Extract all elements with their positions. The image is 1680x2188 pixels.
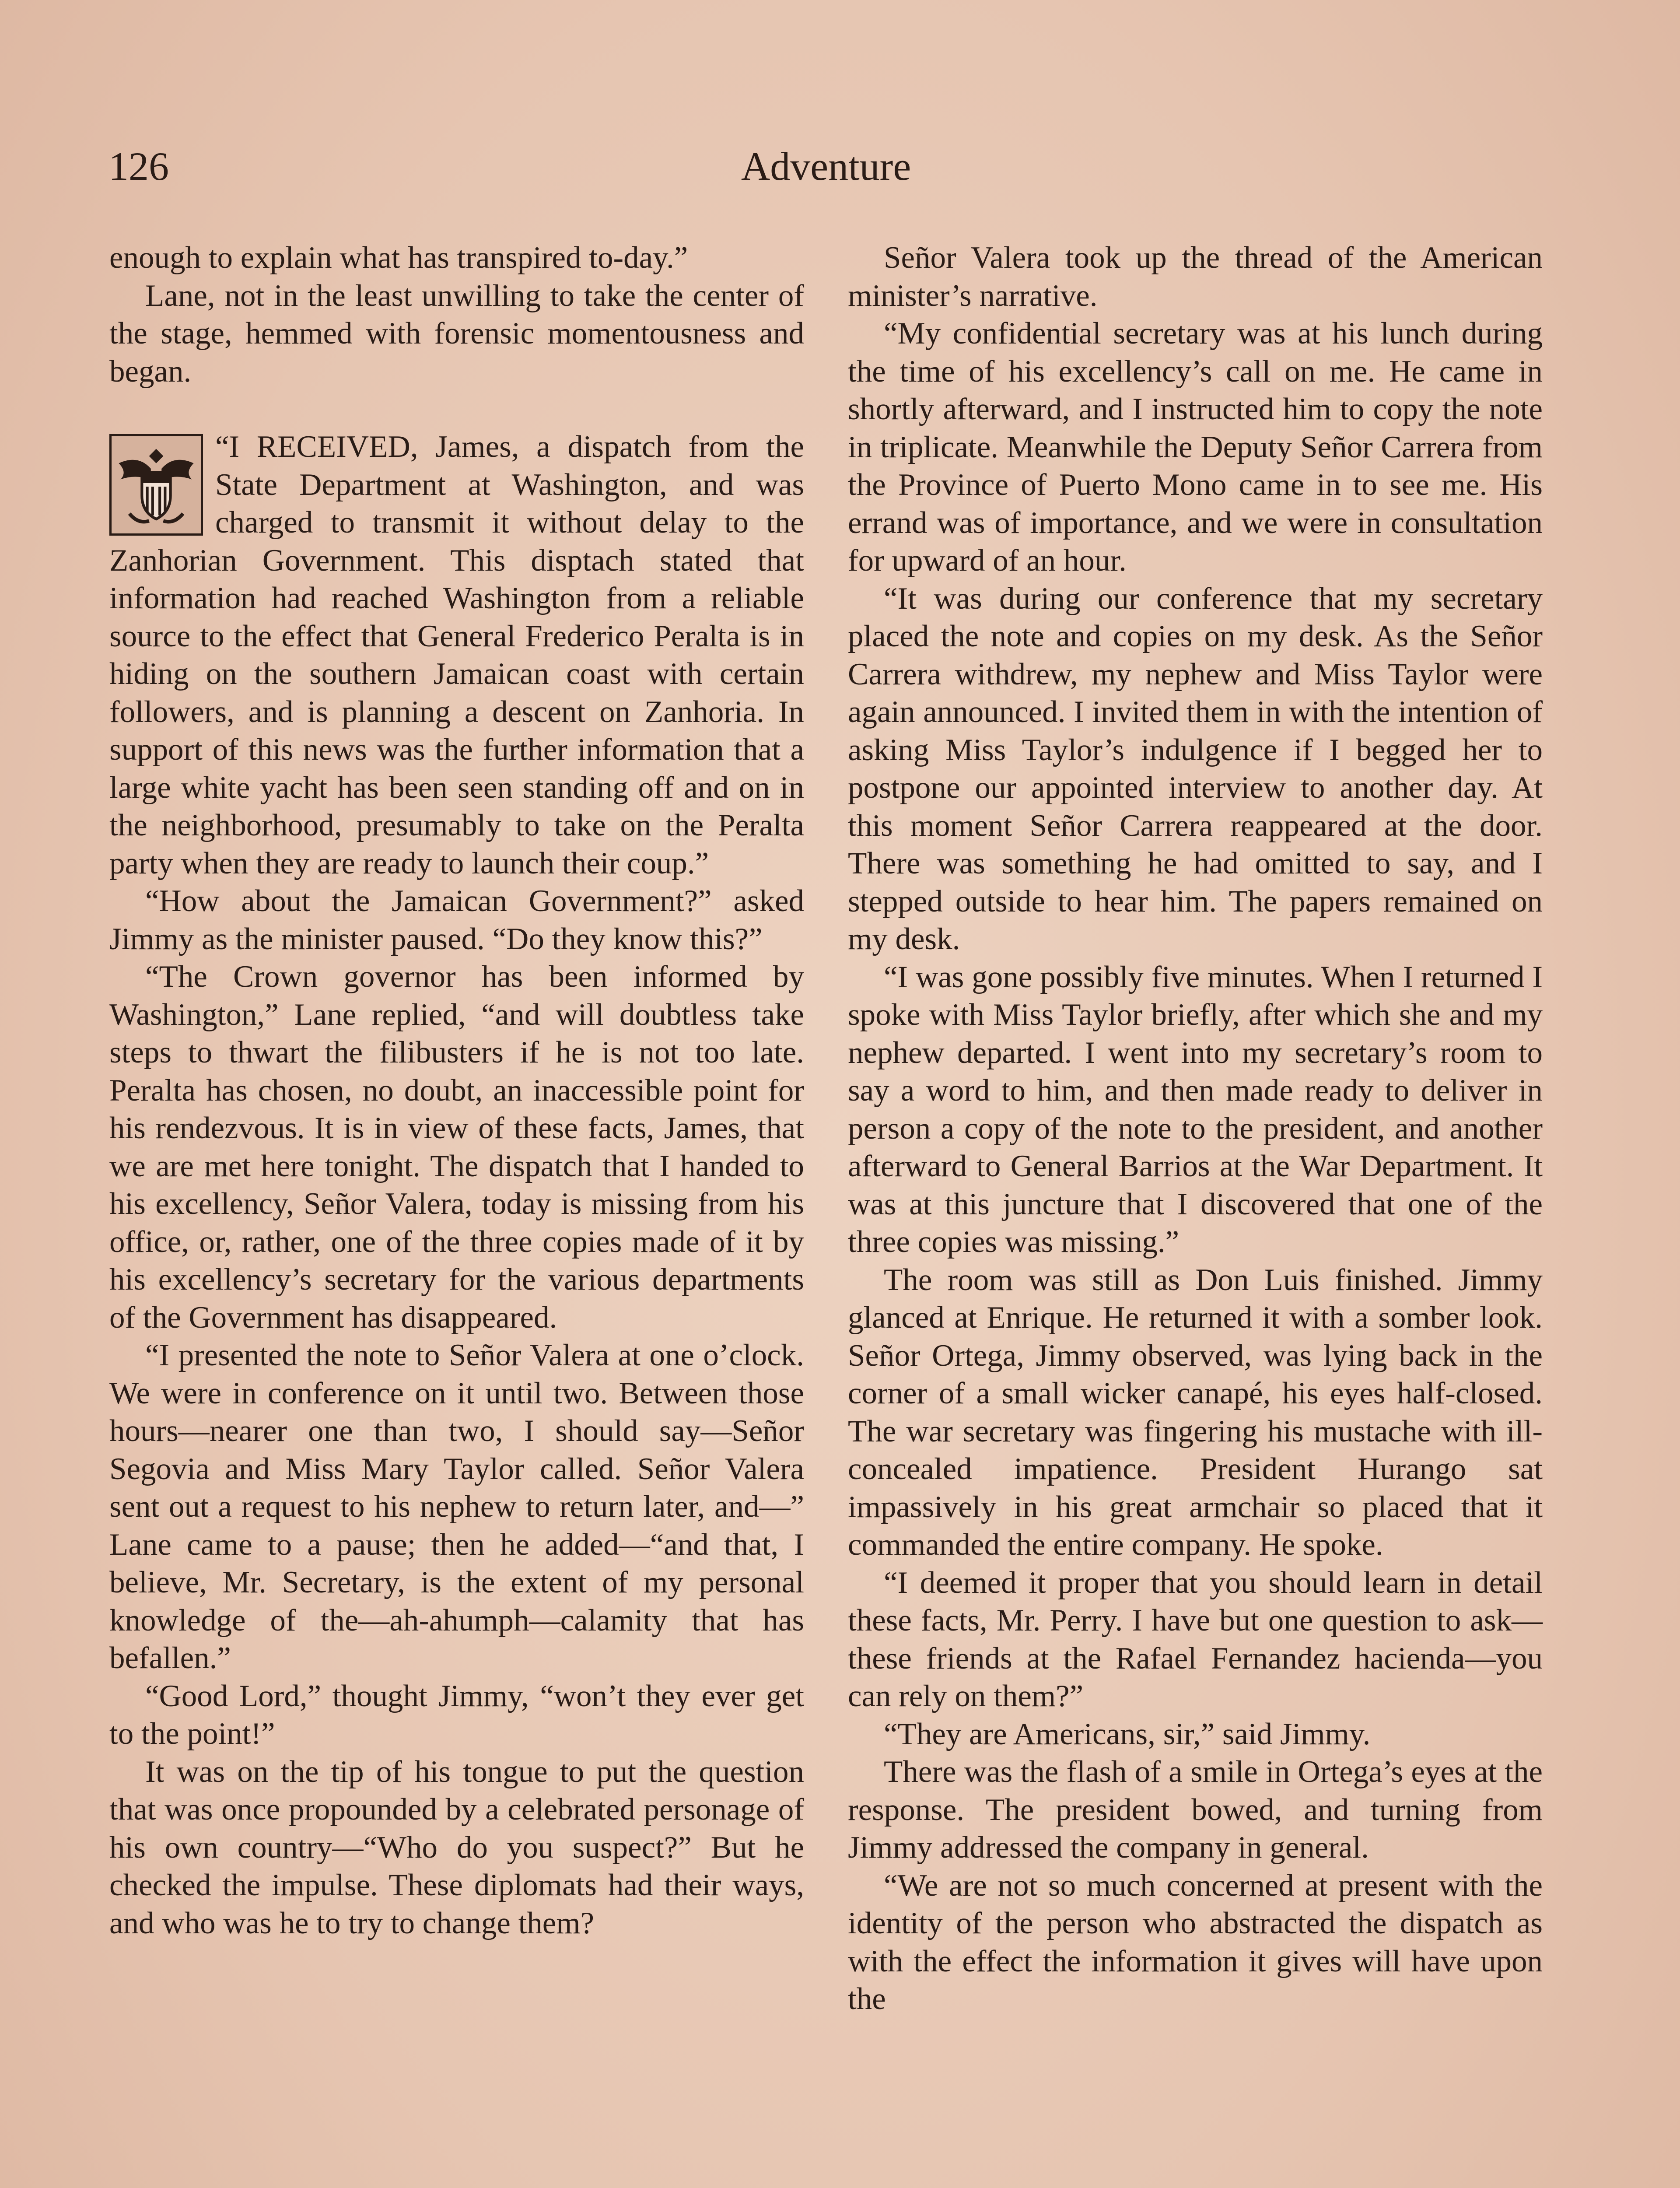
paragraph: The room was still as Don Luis finished. Jimmy glanced at Enrique. He returned it with a somber look. Señor Ortega, Jimmy observed, was lying back in the corner of a small wicker canapé, his eyes half-closed. The war secretary was fingering his mustache with ill-concealed impatience. President Hurango sat impassively in his great armchair so placed that it commanded the entire company. He spoke. <box>848 1262 1543 1562</box>
paragraph: “It was during our conference that my secretary placed the note and copies on my desk. As the Señor Carrera withdrew, my nephew and Miss Taylor were again announced. I invited them in with the intention of asking Miss Taylor’s indulgence if I begged her to postpone our appointed interview to another day. At this moment Señor Carrera reappeared at the door. There was something he had omitted to say, and I stepped outside to hear him. The papers remained on my desk. <box>848 581 1543 956</box>
paragraph: “I RECEIVED, James, a dispatch from the State Department at Washington, and was charged to transmit it without delay to the Zanhorian Government. This disptach stated that information had reached Washington from a reliable source to the effect that General Frederico Peralta is in hiding on the southern Jamaican coast with certain followers, and is planning a descent on Zanhoria. In support of this news was the further information that a large white yacht has been seen standing off and on in the neighborhood, presumably to take on the Peralta party when they are ready to launch their coup.” <box>109 430 804 880</box>
section-opening <box>109 428 804 882</box>
paragraph: “Good Lord,” thought Jimmy, “won’t they ever get to the point!” <box>109 1679 804 1751</box>
right-column <box>848 239 1543 2018</box>
paragraph: “I presented the note to Señor Valera at one o’clock. We were in conference on it until two. Between those hours—nearer one than two, I should say—Señor Segovia and Miss Mary Taylor called. Señor Valera sent out a request to his nephew to return later, and—” Lane came to a pause; then he added—“and that, I believe, Mr. Secretary, is the extent of my personal knowledge of the—ah-ahumph—calamity that has befallen.” <box>109 1338 804 1675</box>
paragraph: enough to explain what has transpired to-day.” <box>109 241 688 275</box>
page-header <box>108 140 1544 193</box>
paragraph: “How about the Jamaican Government?” asked Jimmy as the minister paused. “Do they know this?” <box>109 884 804 956</box>
paragraph: “I was gone possibly five minutes. When I returned I spoke with Miss Taylor briefly, after which she and my nephew departed. I went into my secretary’s room to say a word to him, and then made ready to deliver in person a copy of the note to the president, and another afterward to General Barrios at the War Department. It was at this juncture that I discovered that one of the three copies was missing.” <box>848 960 1543 1259</box>
paragraph: “We are not so much concerned at present with the identity of the person who abstracted the dispatch as with the effect the information it gives will have upon the <box>848 1868 1543 2016</box>
page-number: 126 <box>108 144 169 189</box>
paragraph: “The Crown governor has been informed by Washington,” Lane replied, “and will doubtless take steps to thwart the filibusters if he is not too late. Peralta has chosen, no doubt, an inaccessible point for his rendezvous. It is in view of these facts, James, that we are met here tonight. The dispatch that I handed to his excellency, Señor Valera, today is missing from his office, or, rather, one of the three copies made of it by his excellency’s secretary for the various departments of the Government has disappeared. <box>109 960 804 1335</box>
paragraph: There was the flash of a smile in Ortega’s eyes at the response. The president bowed, and turning from Jimmy addressed the company in general. <box>848 1755 1543 1865</box>
paragraph: “I deemed it proper that you should learn in detail these facts, Mr. Perry. I have but one question to ask—these friends at the Rafael Fernandez hacienda—you can rely on them?” <box>848 1565 1543 1713</box>
left-column <box>109 239 804 1942</box>
paragraph: Lane, not in the least unwilling to take the center of the stage, hemmed with forensic momentousness and began. <box>109 278 804 389</box>
magazine-title: Adventure <box>741 144 911 189</box>
paragraph: It was on the tip of his tongue to put the question that was once propounded by a celebrated personage of his own country—“Who do you suspect?” But he checked the impulse. These diplomats had their ways, and who was he to try to change them? <box>109 1754 804 1940</box>
eagle-seal-icon <box>109 434 203 536</box>
paragraph: Señor Valera took up the thread of the American minister’s narrative. <box>848 241 1543 313</box>
paragraph: “My confidential secretary was at his lunch during the time of his excellency’s call on me. He came in shortly afterward, and I instructed him to copy the note in triplicate. Meanwhile the Deputy Señor Carrera from the Province of Puerto Mono came in to see me. His errand was of importance, and we were in consultation for upward of an hour. <box>848 316 1543 578</box>
paragraph: “They are Americans, sir,” said Jimmy. <box>884 1717 1371 1751</box>
